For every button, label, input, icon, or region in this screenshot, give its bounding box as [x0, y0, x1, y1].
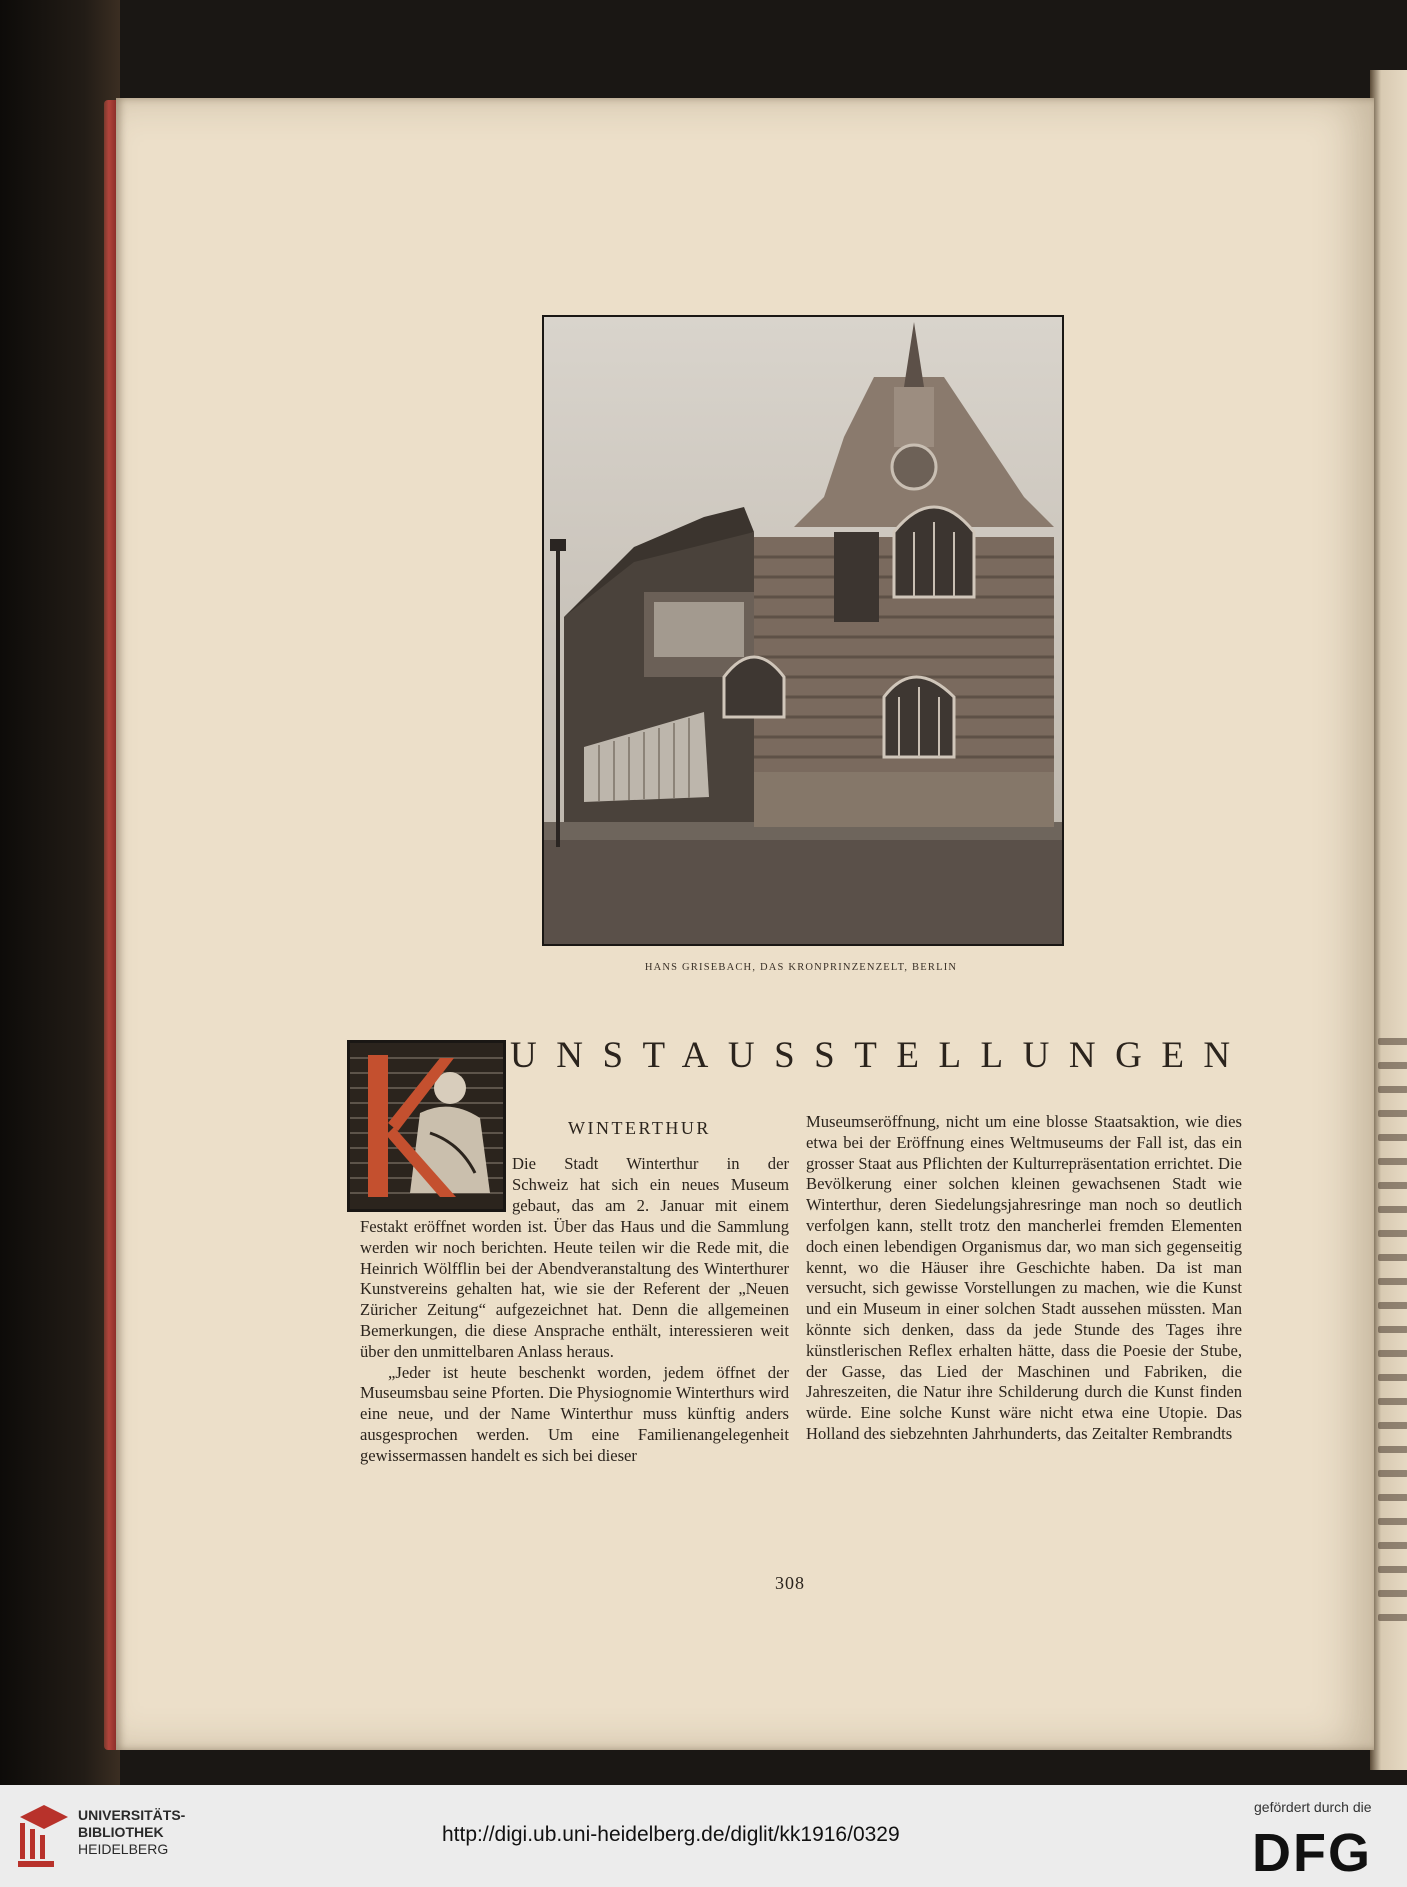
institution-line: BIBLIOTHEK [78, 1824, 164, 1840]
drop-cap-initial [347, 1040, 506, 1212]
left-column-intro-line1 [512, 1154, 789, 1175]
next-page-edge [1370, 70, 1407, 1770]
footer-bar [0, 1785, 1407, 1887]
text-line: Schweiz hat sich ein neues Museum [512, 1175, 789, 1194]
dfg-logo-text: DFG [1252, 1823, 1372, 1877]
building-photograph [542, 315, 1064, 946]
scan-background [0, 0, 120, 1785]
library-logo-icon [14, 1805, 72, 1867]
institution-line: HEIDELBERG [78, 1841, 169, 1857]
page-number: 308 [775, 1573, 805, 1593]
permalink-url[interactable]: http://digi.ub.uni-heidelberg.de/diglit/kk1916/0329 [442, 1823, 900, 1846]
institution-name [78, 1807, 185, 1858]
photo-caption: HANS GRISEBACH, DAS KRONPRINZENZELT, BERLIN [644, 962, 958, 973]
left-column-body [360, 1217, 789, 1467]
paragraph: „Jeder ist heute beschenkt worden, jedem öffnet der Museumsbau seine Pforten. Die Physiognomie Winterthurs wird eine neue, und der Name Winterthur muss künftig anders ausgesprochen werden. Um eine Familienangelegenheit gewissermassen handelt es sich bei dieser [360, 1362, 789, 1465]
section-subheading: WINTERTHUR [568, 1118, 711, 1138]
left-column-intro-line2 [512, 1175, 789, 1196]
dfg-logo-icon [1252, 1821, 1392, 1877]
paragraph: Festakt eröffnet worden ist. Über das Haus und die Sammlung werden wir noch berichten. Heute teilen wir die Rede mit, die Heinrich Wölfflin bei der Abendveranstaltung des Winterthurer Kunstvereins gehalten hat, wie sie der Referent der „Neuen Züricher Zeitung“ aufgezeichnet hat. Denn die allgemeinen Bemerkungen, die diese Ansprache enthält, interessieren weit über den unmittelbaren Anlass heraus. [360, 1217, 789, 1361]
left-column-intro-line3 [512, 1196, 789, 1217]
text-line: Die Stadt Winterthur in der [512, 1154, 789, 1173]
institution-line: UNIVERSITÄTS- [78, 1807, 186, 1823]
book-edge [104, 100, 116, 1750]
funded-by-label: gefördert durch die [1254, 1799, 1372, 1815]
paragraph: Museumseröffnung, nicht um eine blosse Staatsaktion, wie dies etwa bei der Eröffnung eines Weltmuseums der Fall ist, das ein grosser Staat aus Pflichten der Kulturrepräsentation errichtet. Die Bevölkerung einer solchen kleinen gewachsenen Stadt wie Winterthur, deren Siedelungsjahresringe man noch so deutlich verfolgen kann, stellt trotz den mancherlei fremden Elementen doch einen lebendigen Organismus dar, wo man sich gegenseitig kennt, wo die Häuser ihre Geschichte haben. Da ist man versucht, sich gewisse Vorstellungen zu machen, wie die Kunst und ein Museum in einer solchen Stadt aussehen müssten. Man könnte sich denken, dass da jede Stunde des Tages ihre künstlerischen Reflex erhalten hätte, dass die Poesie der Stube, der Gasse, das Lied der Maschinen und Fabriken, die Jahreszeiten, die Natur ihre Schilderung durch die Kunst finden würde. Eine solche Kunst wäre nicht etwa eine Utopie. Das Holland des siebzehnten Jahrhunderts, das Zeitalter Rembrandts [806, 1112, 1242, 1443]
text-line: gebaut, das am 2. Januar mit einem [512, 1196, 789, 1215]
right-column-body [806, 1112, 1242, 1445]
article-heading: UNSTAUSSTELLUNGEN [510, 1035, 1250, 1076]
